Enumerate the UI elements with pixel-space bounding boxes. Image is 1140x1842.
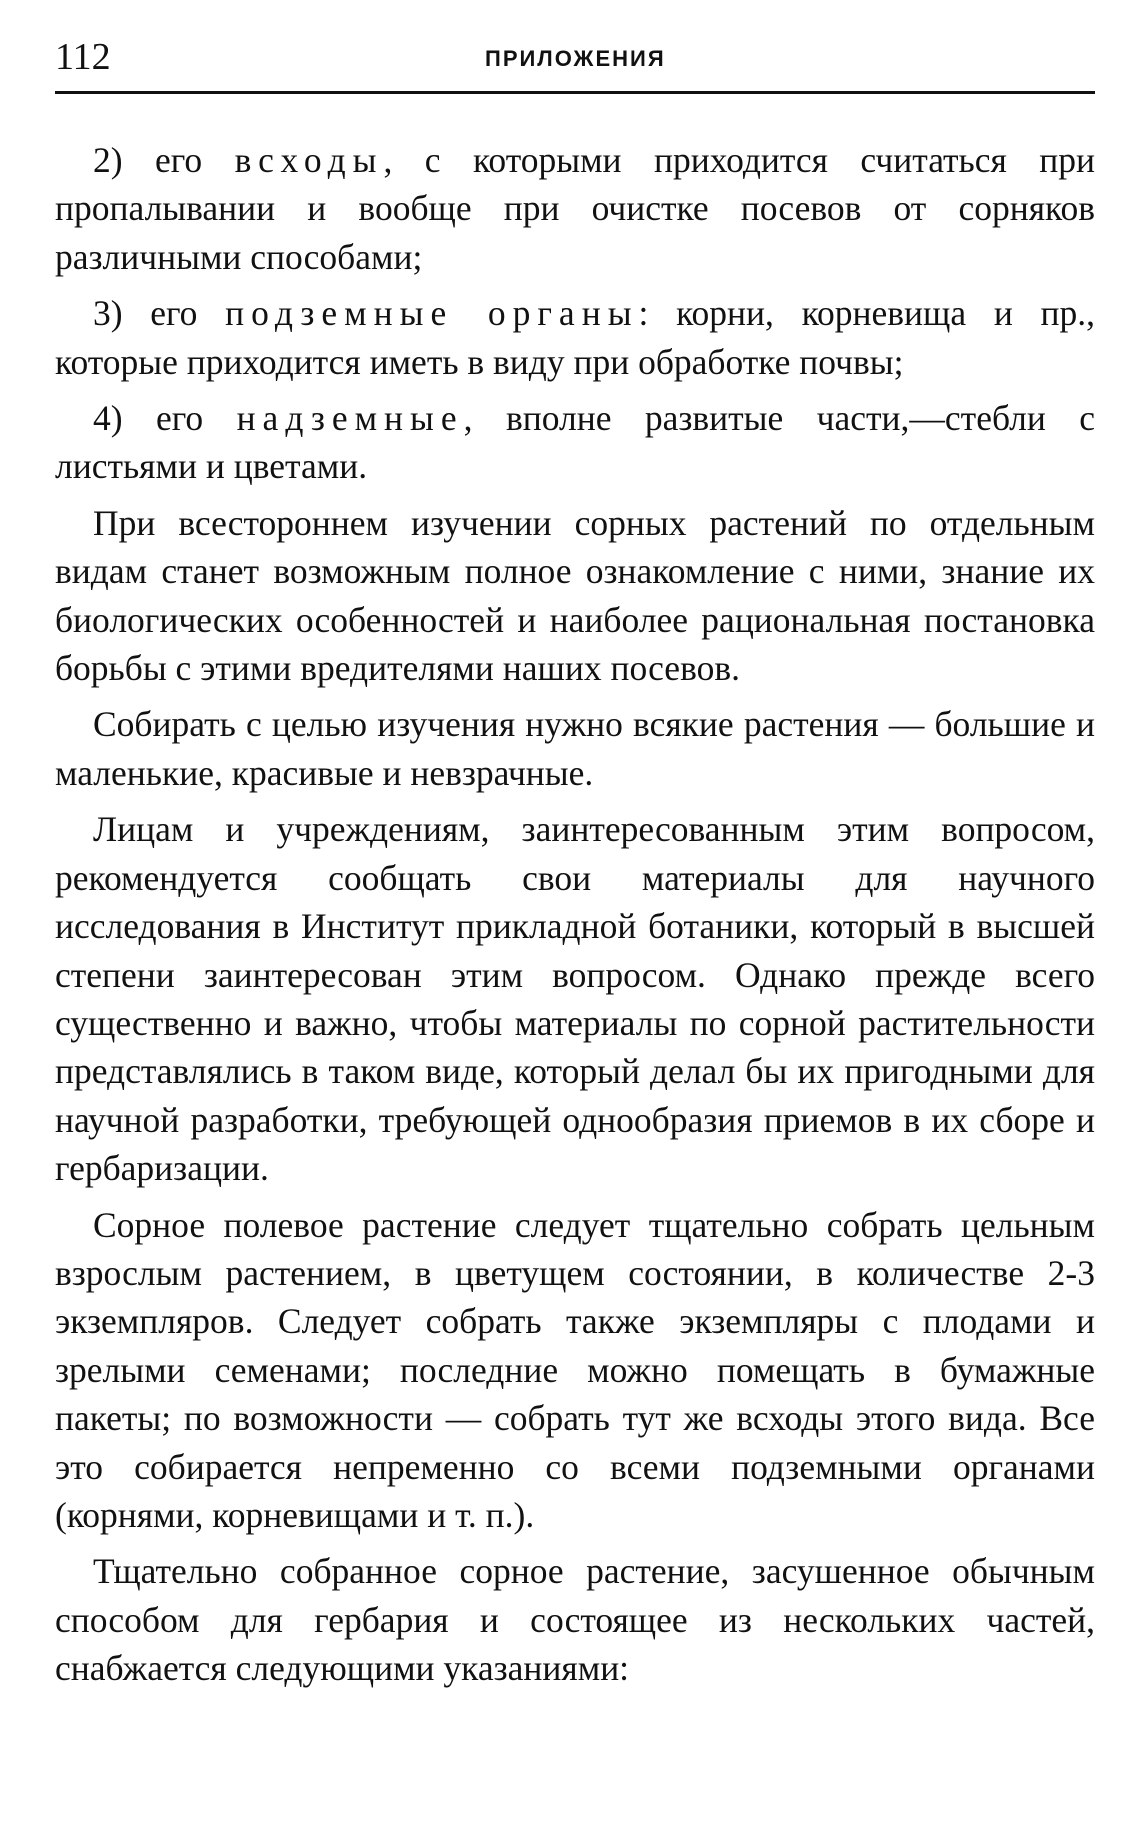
paragraph-item-4 [55, 394, 1095, 491]
paragraph-text: : корни, корневища и пр., которые приходится иметь в виду при обработке почвы; [55, 293, 1095, 382]
header-rule [55, 91, 1095, 94]
paragraph-text: 4) его [93, 398, 237, 439]
paragraph-collect: Собирать с целью изучения нужно всякие растения — большие и маленькие, красивые и невзрачные. [55, 704, 1095, 793]
page-number: 112 [55, 36, 111, 78]
body-text [55, 136, 1095, 1701]
spaced-term: всходы [234, 140, 384, 180]
paragraph-dried-plant: Тщательно собранное сорное растение, засушенное обычным способом для гербария и состоящее из нескольких частей, снабжается следующими указаниями: [55, 1551, 1095, 1689]
paragraph-field-plant: Сорное полевое растение следует тщательно собрать цельным взрослым растением, в цветущем состоянии, в количестве 2-3 экземпляров. Следует собрать также экземпляры с плодами и зрелыми семенами; последние можно помещать в бумажные пакеты; по возможности — собрать тут же всходы этого вида. Все это собирается непременно со всеми подземными органами (корнями, корневищами и т. п.). [55, 1204, 1095, 1535]
running-head: ПРИЛОЖЕНИЯ [485, 46, 666, 71]
paragraph-text: , вполне развитые части,—стебли с листьями и цветами. [55, 398, 1095, 487]
spaced-term: подземные органы [225, 293, 639, 334]
paragraph-item-3 [55, 289, 1095, 386]
paragraph-text: , с которыми приходится считаться при пропалывании и вообще при очистке посевов от сорняков различными способами; [55, 140, 1095, 277]
paragraph-study: При всестороннем изучении сорных растений по отдельным видам станет возможным полное ознакомление с ними, знание их биологических особенностей и наиболее рациональная постановка борьбы с этими вредителями наших посевов. [55, 502, 1095, 689]
spaced-term: надземные [236, 398, 464, 439]
paragraph-text: 2) его [93, 140, 235, 180]
paragraph-item-2 [55, 136, 1095, 281]
paragraph-text: 3) его [93, 293, 226, 334]
page-header [55, 28, 1095, 88]
paragraph-institutions: Лицам и учреждениям, заинтересованным этим вопросом, рекомендуется сообщать свои материалы для научного исследования в Институт прикладной ботаники, который в высшей степени заинтересован этим вопросом. Однако прежде всего существенно и важно, чтобы материалы по сорной растительности представлялись в таком виде, который делал бы их пригодными для научной разработки, требующей однообразия приемов в их сборе и гербаризации. [55, 809, 1095, 1189]
